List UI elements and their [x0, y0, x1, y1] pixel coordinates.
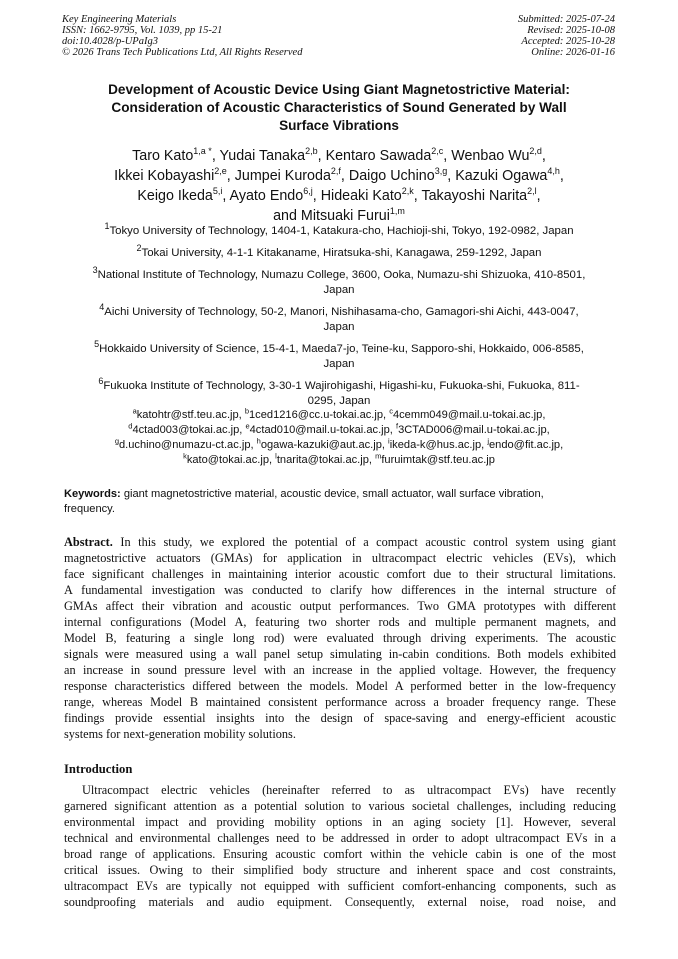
dates-header — [518, 14, 615, 58]
affiliation — [50, 265, 628, 298]
email-address[interactable]: ogawa-kazuki@aut.ac.jp — [260, 439, 382, 451]
author-line: Keigo Ikeda$^{5,i}$, Ayato Endo$^{6,j}$, Hideaki Kato$^{2,k}$, Takayoshi Narita$^{2,l}$, — [137, 186, 541, 204]
affiliation-text: Hokkaido University of Science, 15-4-1, Maeda7-jo, Teine-ku, Sapporo-shi, Hokkaido, 006-8585, — [99, 343, 584, 355]
abstract-text: findings provide essential insights into the design of space-saving and energy-efficient acoustic — [64, 711, 616, 725]
email-marker: m — [375, 451, 382, 461]
introduction-line: soundproofing materials and audio equipment. Consequently, external noise, road noise, and — [64, 895, 616, 909]
keywords-text: frequency. — [64, 502, 115, 515]
abstract-label: Abstract. — [64, 535, 113, 549]
author-name: Yudai Tanaka — [219, 148, 306, 164]
author-name: Ayato Endo — [229, 188, 304, 204]
author-affiliation-marker: 1,a * — [193, 146, 212, 157]
abstract-line — [64, 550, 616, 566]
email-line: $^g$d.uchino@numazu-ct.ac.jp, $^h$ogawa-kazuki@aut.ac.jp, $^i$ikeda-k@hus.ac.jp, $^j$endo@fit.ac.jp, — [114, 436, 564, 451]
abstract-text: systems for next-generation mobility solutions. — [64, 727, 296, 741]
affiliation-marker: 5 — [94, 339, 100, 350]
journal-name: Key Engineering Materials — [62, 14, 177, 25]
affiliation-text: National Institute of Technology, Numazu College, 3600, Ooka, Numazu-shi Shizuoka, 410-8501, — [97, 269, 586, 281]
author-line: Taro Kato$^{1,a *}$, Yudai Tanaka$^{2,b}$, Kentaro Sawada$^{2,c}$, Wenbao Wu$^{2,d}$, — [132, 146, 546, 164]
abstract-line — [64, 662, 616, 678]
email-marker: a — [132, 406, 137, 416]
email-marker: g — [114, 436, 119, 446]
affiliation — [50, 376, 628, 409]
email-marker: d — [128, 421, 133, 431]
affiliation-text: Fukuoka Institute of Technology, 3-30-1 Wajirohigashi, Higashi-ku, Fukuoka-shi, Fukuoka, 811- — [103, 380, 580, 392]
email-address[interactable]: d.uchino@numazu-ct.ac.jp — [118, 439, 251, 451]
affiliation-line — [50, 357, 628, 372]
email-address[interactable]: kato@tokai.ac.jp — [186, 454, 269, 466]
email-address[interactable]: 4ctad010@mail.u-tokai.ac.jp — [249, 424, 390, 436]
author-name: Mitsuaki Furui — [300, 208, 390, 224]
author-affiliation-marker: 3,g — [434, 166, 448, 177]
author-affiliation-marker: 6,j — [303, 186, 313, 197]
email-address[interactable]: 4ctad003@tokai.ac.jp — [132, 424, 240, 436]
email-address[interactable]: 4cemm049@mail.u-tokai.ac.jp — [392, 409, 543, 421]
affiliation — [50, 339, 628, 372]
abstract-text: range, whereas Model B maintained consistent performance across a broader frequency range. These — [64, 695, 616, 709]
abstract-line — [64, 614, 616, 630]
email-line: $^k$kato@tokai.ac.jp, $^l$tnarita@tokai.ac.jp, $^m$furuimtak@stf.teu.ac.jp — [183, 451, 495, 466]
abstract-text: signals were measured using a wall panel setup simulating in-cabin conditions. Both models exhibited — [64, 647, 616, 661]
abstract-line — [64, 726, 616, 742]
author-name: Ikkei Kobayashi — [114, 168, 215, 184]
affiliation — [50, 302, 628, 335]
abstract-text: response characteristics differed between the models. Model A performed better in the low-frequency — [64, 679, 616, 693]
submitted-date: Submitted: 2025-07-24 — [517, 14, 615, 25]
email-address[interactable]: furuimtak@stf.teu.ac.jp — [381, 454, 495, 466]
email-address[interactable]: endo@fit.ac.jp — [489, 439, 561, 451]
abstract-line — [64, 630, 616, 646]
keywords-section — [64, 487, 616, 516]
email-marker: b — [244, 406, 250, 416]
author-affiliation-marker: 2,f — [330, 166, 341, 177]
email-marker: k — [183, 451, 187, 461]
abstract-text: face significant challenges in maintaining interior acoustic comfort due to their structural limitations. — [64, 567, 616, 581]
abstract-text: A fundamental investigation was conducted to clarify how differences in the internal structure of — [64, 583, 616, 597]
abstract-line — [64, 694, 616, 710]
author-affiliation-marker: 4,h — [547, 166, 560, 177]
author-line: and Mitsuaki Furui$^{1,m}$ — [273, 206, 405, 224]
author-name: Hideaki Kato — [320, 188, 402, 204]
email-marker: h — [256, 436, 261, 446]
introduction-line: environmental impact and providing mobility options in an aging society [1]. However, several — [64, 815, 616, 829]
abstract-text: magnetostrictive actuators (GMAs) for application in ultracompact electric vehicles (EVs), which — [64, 551, 616, 565]
author-affiliation-marker: 2,c — [431, 146, 444, 157]
journal-header — [62, 14, 302, 58]
email-address[interactable]: 1ced1216@cc.u-tokai.ac.jp — [249, 409, 384, 421]
email-list — [50, 408, 628, 468]
author-affiliation-marker: 2,b — [305, 146, 318, 157]
author-name: Takayoshi Narita — [421, 188, 528, 204]
affiliation-text: Tokai University, 4-1-1 Kitakaname, Hiratsuka-shi, Kanagawa, 259-1292, Japan — [141, 247, 542, 259]
affiliation-marker: 1 — [104, 221, 110, 232]
author-affiliation-marker: 2,d — [529, 146, 542, 157]
author-name: Daigo Uchino — [348, 168, 435, 184]
abstract-line — [64, 710, 616, 726]
affiliation-line — [50, 221, 628, 239]
email-address[interactable]: 3CTAD006@mail.u-tokai.ac.jp — [398, 424, 547, 436]
email-line: $^d$4ctad003@tokai.ac.jp, $^e$4ctad010@mail.u-tokai.ac.jp, $^f$3CTAD006@mail.u-tokai.ac.jp, — [128, 421, 550, 436]
author-name: Kentaro Sawada — [325, 148, 432, 164]
title-line: Development of Acoustic Device Using Giant Magnetostrictive Material: — [108, 82, 570, 97]
author-name: Keigo Ikeda — [137, 188, 213, 204]
email-marker: e — [245, 421, 250, 431]
accepted-date: Accepted: 2025-10-28 — [521, 36, 615, 47]
affiliation-line — [50, 339, 628, 357]
introduction-line: critical issues. Owing to their simplified body structure and inherent space and cost constraints, — [64, 863, 616, 877]
keywords-text: giant magnetostrictive material, acoustic device, small actuator, wall surface vibration, — [123, 488, 544, 500]
author-name: Taro Kato — [132, 148, 194, 164]
abstract-text: internal configurations (Model A, featuring two shorter rods and multiple permanent magnets, and — [64, 615, 616, 629]
author-list — [30, 146, 648, 226]
abstract-line — [64, 566, 616, 582]
affiliation-text: Japan — [323, 284, 355, 296]
abstract-line — [64, 646, 616, 662]
affiliation-text: 0295, Japan — [307, 395, 371, 407]
affiliation — [50, 243, 628, 261]
affiliation-marker: 4 — [99, 302, 105, 313]
affiliation-line — [50, 283, 628, 298]
affiliation-marker: 3 — [92, 265, 98, 276]
abstract-text: GMAs affect their vibration and acoustic output performances. Two GMA prototypes with different — [64, 599, 616, 613]
doi-line[interactable]: doi:10.4028/p-UPaIg3 — [62, 36, 158, 47]
affiliation-line — [50, 320, 628, 335]
email-marker: f — [395, 421, 399, 431]
abstract-text: an increase in sound pressure level with an increase in the applied voltage. However, the frequency — [64, 663, 616, 677]
introduction-line: broad range of applications. Ensuring acoustic comfort within the vehicle cabin is one of the most — [64, 847, 616, 861]
email-marker: c — [389, 406, 393, 416]
affiliation-marker: 6 — [98, 376, 104, 387]
author-affiliation-marker: 5,i — [212, 186, 223, 197]
email-marker: i — [388, 436, 390, 446]
introduction-heading: Introduction — [64, 762, 133, 776]
email-marker: j — [487, 436, 489, 446]
email-line: $^a$katohtr@stf.teu.ac.jp, $^b$1ced1216@cc.u-tokai.ac.jp, $^c$4cemm049@mail.u-tokai.ac.jp, — [132, 406, 546, 421]
copyright-line: © 2026 Trans Tech Publications Ltd, All Rights Reserved — [62, 47, 303, 58]
title-line: Consideration of Acoustic Characteristics of Sound Generated by Wall — [111, 100, 567, 115]
paper-title — [40, 81, 638, 135]
introduction-line: garnered significant attention as a potential solution to various societal challenges, including reducing — [64, 799, 616, 813]
affiliation-line — [50, 265, 628, 283]
email-address[interactable]: katohtr@stf.teu.ac.jp — [136, 409, 239, 421]
title-line: Surface Vibrations — [279, 118, 399, 133]
affiliation-line — [50, 243, 628, 261]
author-name: Kazuki Ogawa — [455, 168, 548, 184]
abstract-section — [64, 534, 616, 742]
introduction-line: technical and environmental challenges need to be addressed in order to adopt ultracompact EVs in a — [64, 831, 616, 845]
abstract-line — [64, 534, 616, 550]
email-address[interactable]: ikeda-k@hus.ac.jp — [389, 439, 482, 451]
affiliation-text: Aichi University of Technology, 50-2, Manori, Nishihasama-cho, Gamagori-shi Aichi, 443-0047, — [104, 306, 579, 318]
affiliation-list — [50, 221, 628, 416]
introduction-line: Ultracompact electric vehicles (hereinafter referred to as ultracompact EVs) have recently — [82, 783, 616, 797]
affiliation-text: Japan — [323, 358, 355, 370]
introduction-section — [64, 782, 616, 910]
affiliation-line — [50, 376, 628, 394]
author-affiliation-marker: 1,m — [389, 206, 405, 217]
keywords-label: Keywords: — [64, 488, 121, 500]
author-affiliation-marker: 2,l — [527, 186, 537, 197]
affiliation-marker: 2 — [136, 243, 142, 254]
revised-date: Revised: 2025-10-08 — [527, 25, 615, 36]
affiliation-line — [50, 302, 628, 320]
abstract-text: Model B, featuring a single long rod) were evaluated through driving experiments. The acoustic — [64, 631, 616, 645]
email-marker: l — [275, 451, 277, 461]
email-address[interactable]: tnarita@tokai.ac.jp — [276, 454, 369, 466]
abstract-text: In this study, we explored the potential of a compact acoustic control system using giant — [120, 535, 616, 549]
affiliation — [50, 221, 628, 239]
abstract-line — [64, 678, 616, 694]
issn-line: ISSN: 1662-9795, Vol. 1039, pp 15-21 — [62, 25, 223, 36]
affiliation-text: Japan — [323, 321, 355, 333]
author-affiliation-marker: 2,k — [401, 186, 414, 197]
abstract-line — [64, 598, 616, 614]
introduction-line: ultracompact EVs are typically not equipped with sufficient comfort-enhancing components, such as — [64, 879, 616, 893]
author-affiliation-marker: 2,e — [214, 166, 227, 177]
abstract-line — [64, 582, 616, 598]
author-line: Ikkei Kobayashi$^{2,e}$, Jumpei Kuroda$^{2,f}$, Daigo Uchino$^{3,g}$, Kazuki Ogawa$^{4,h}$, — [114, 166, 564, 184]
affiliation-text: Tokyo University of Technology, 1404-1, Katakura-cho, Hachioji-shi, Tokyo, 192-0982, Japan — [109, 225, 574, 237]
author-name: Jumpei Kuroda — [234, 168, 331, 184]
author-name: Wenbao Wu — [451, 148, 530, 164]
online-date: Online: 2026-01-16 — [531, 47, 615, 58]
